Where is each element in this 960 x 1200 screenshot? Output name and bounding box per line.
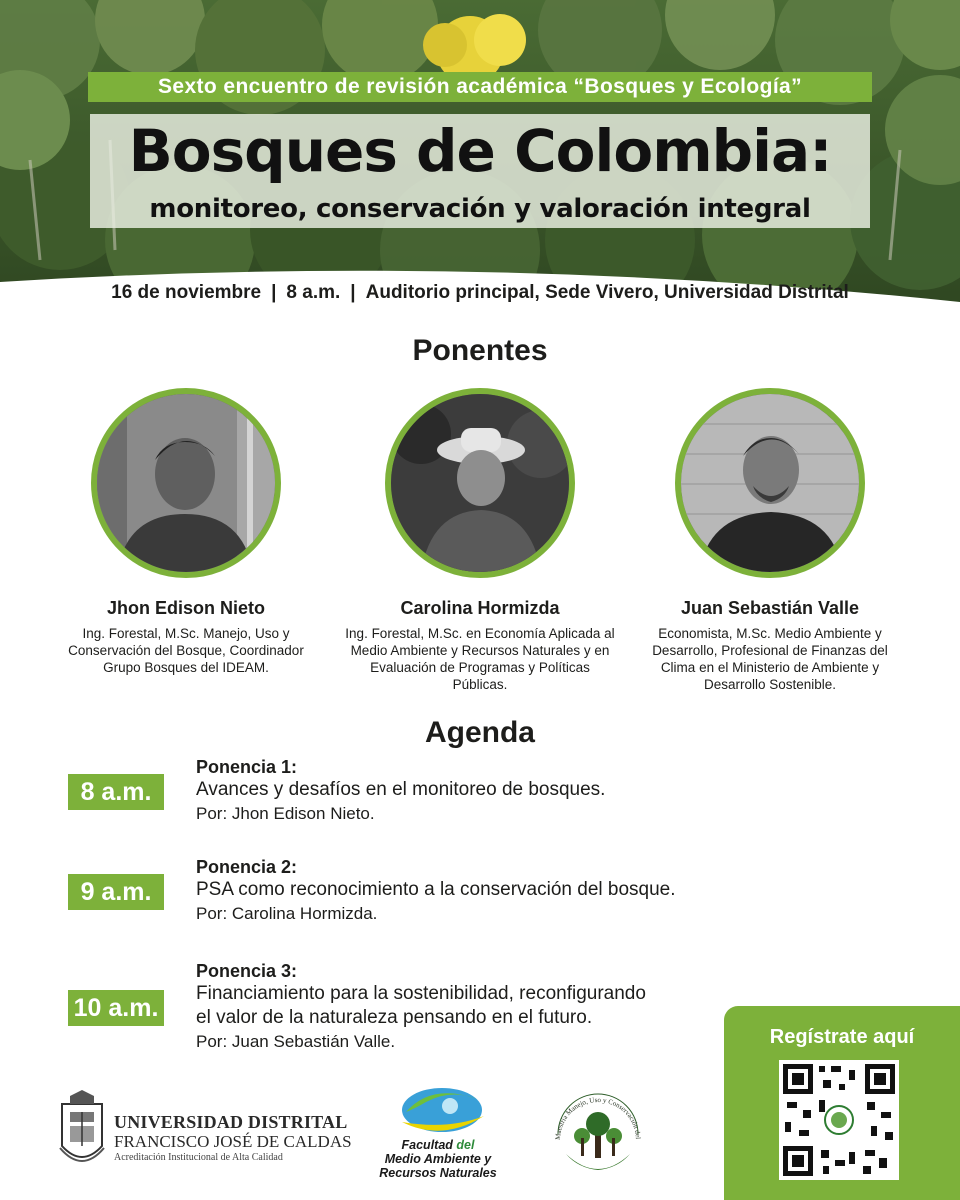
agenda-item-speaker: Por: Jhon Edison Nieto.	[196, 804, 375, 823]
agenda-item-speaker: Por: Juan Sebastián Valle.	[196, 1032, 396, 1051]
speaker-card	[330, 388, 630, 693]
university-accreditation: Acreditación Institucional de Alta Calidad	[114, 1152, 283, 1163]
university-name-secondary: FRANCISCO JOSÉ DE CALDAS	[114, 1132, 352, 1151]
separator: |	[271, 282, 277, 303]
speaker-photo	[675, 388, 865, 578]
faculty-name-line1: Facultad	[401, 1138, 453, 1152]
agenda-item-description: PSA como reconocimiento a la conservación del bosque.	[196, 879, 676, 900]
speaker-name: Jhon Edison Nieto	[106, 598, 265, 618]
event-date: 16 de noviembre	[111, 282, 262, 303]
speaker-card	[620, 388, 920, 693]
event-time: 8 a.m.	[286, 282, 341, 303]
masters-arc-text: Maestría Manejo, Uso y Conservación del	[553, 1095, 642, 1141]
register-box[interactable]	[724, 1006, 960, 1200]
agenda-time-badge: 10 a.m.	[68, 990, 164, 1026]
page-subtitle: monitoreo, conservación y valoración integral	[149, 194, 811, 224]
qr-code-icon[interactable]	[779, 1060, 899, 1180]
speaker-name: Carolina Hormizda	[400, 598, 560, 618]
person-portrait-icon	[391, 394, 569, 572]
agenda-item-description: el valor de la naturaleza pensando en el futuro.	[196, 1007, 593, 1028]
event-series-kicker: Sexto encuentro de revisión académica “Bosques y Ecología”	[88, 72, 872, 102]
separator: |	[350, 282, 356, 303]
agenda-item-title: Ponencia 2:	[196, 857, 298, 877]
university-crest-icon	[56, 1088, 108, 1174]
speaker-bio: Ing. Forestal, M.Sc. en Economía Aplicada al Medio Ambiente y Recursos Naturales y en Evaluación de Programas y Políticas Públicas.	[345, 626, 615, 692]
agenda-heading: Agenda	[424, 716, 535, 749]
agenda-item-speaker: Por: Carolina Hormizda.	[196, 904, 378, 923]
hero-banner	[0, 0, 960, 330]
masters-seal-icon	[548, 1084, 648, 1184]
register-label: Regístrate aquí	[769, 1026, 915, 1048]
speaker-photo	[91, 388, 281, 578]
university-logo	[56, 1088, 352, 1178]
speaker-bio: Ing. Forestal, M.Sc. Manejo, Uso y Conservación del Bosque, Coordinador Grupo Bosques del IDEAM.	[68, 626, 304, 675]
agenda-time-badge: 8 a.m.	[68, 774, 164, 810]
speaker-name: Juan Sebastián Valle	[680, 598, 860, 618]
event-place: Auditorio principal, Sede Vivero, Universidad Distrital	[365, 282, 849, 303]
faculty-name-line3: Recursos Naturales	[379, 1166, 497, 1180]
speaker-card	[36, 388, 336, 676]
university-name: UNIVERSIDAD DISTRITAL	[114, 1112, 348, 1132]
person-portrait-icon	[97, 394, 275, 572]
event-details	[0, 282, 960, 304]
agenda-item	[196, 960, 716, 1054]
agenda-item-title: Ponencia 3:	[196, 961, 298, 981]
agenda-item	[196, 856, 796, 926]
faculty-name-line2: Medio Ambiente y	[384, 1152, 492, 1166]
faculty-name-line1-accent: del	[456, 1138, 475, 1152]
masters-logo	[548, 1084, 648, 1184]
faculty-name	[372, 1138, 504, 1180]
agenda-item-title: Ponencia 1:	[196, 757, 298, 777]
person-portrait-icon	[681, 394, 859, 572]
speaker-photo	[385, 388, 575, 578]
agenda-time-badge: 9 a.m.	[68, 874, 164, 910]
faculty-logo	[372, 1082, 504, 1182]
speaker-bio: Economista, M.Sc. Medio Ambiente y Desarrollo, Profesional de Finanzas del Clima en el Ministerio de Ambiente y Desarrollo Sostenible.	[652, 626, 888, 692]
speakers-heading: Ponentes	[412, 334, 548, 367]
agenda-item-description: Avances y desafíos en el monitoreo de bosques.	[196, 779, 606, 800]
agenda-item-description: Financiamiento para la sostenibilidad, reconfigurando	[196, 983, 646, 1004]
agenda-item	[196, 756, 756, 826]
faculty-globe-icon	[372, 1082, 504, 1142]
page-title: Bosques de Colombia:	[128, 117, 832, 185]
